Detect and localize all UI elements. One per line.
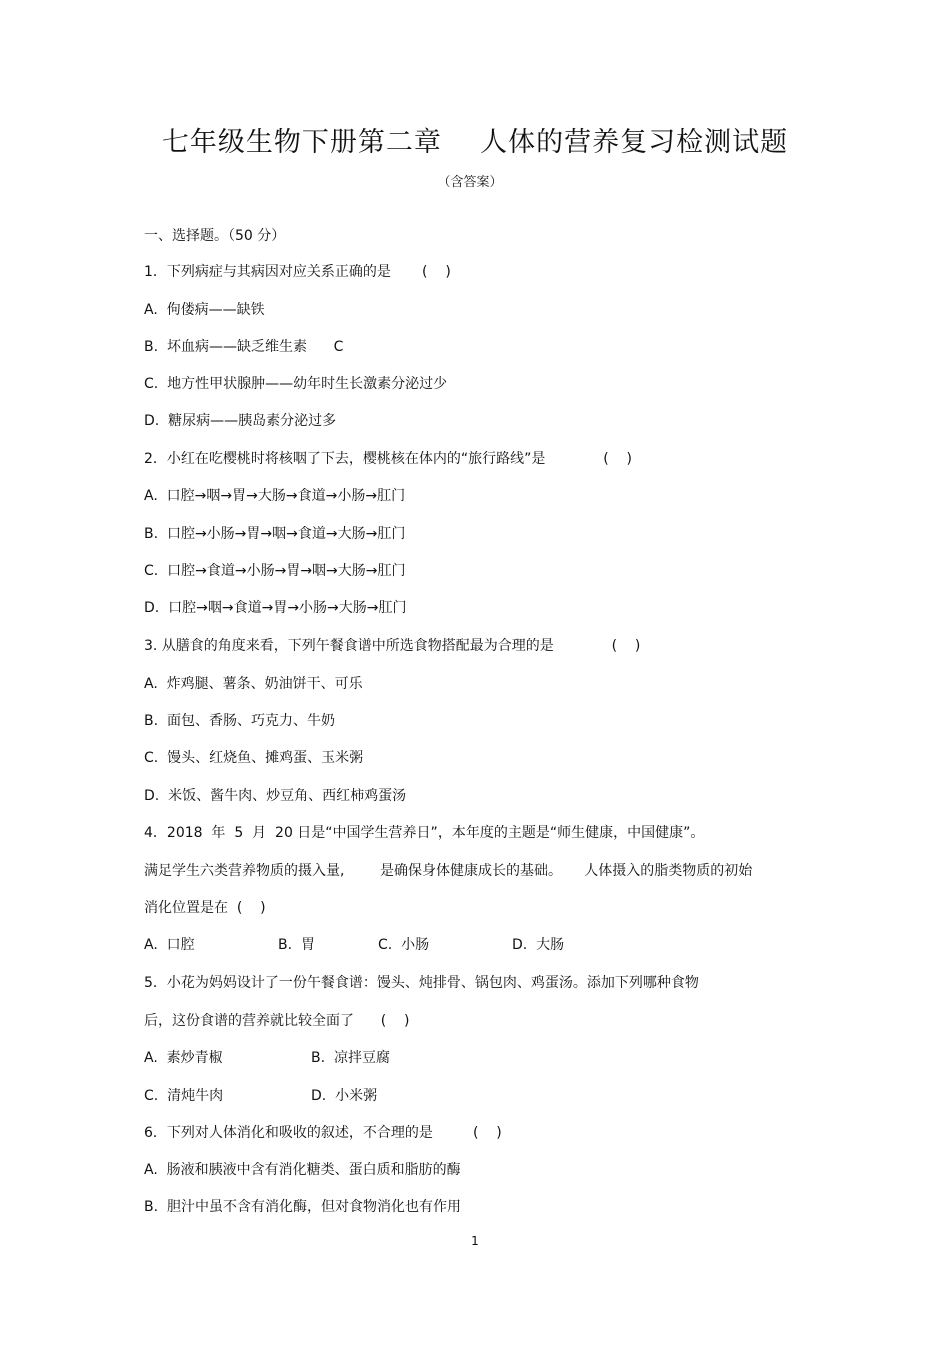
question-2-stem: 2．小红在吃樱桃时将核咽了下去，樱桃核在体内的“旅行路线”是 ( ) bbox=[144, 451, 632, 467]
question-1-option-a: A. 佝偻病——缺铁 bbox=[144, 302, 265, 318]
question-2-option-d: D. 口腔→咽→食道→胃→小肠→大肠→肛门 bbox=[144, 600, 407, 616]
question-5-option-d: D. 小米粥 bbox=[311, 1088, 378, 1104]
question-6-option-a: A. 肠液和胰液中含有消化糖类、蛋白质和脂肪的酶 bbox=[144, 1162, 461, 1178]
question-2-option-c: C. 口腔→食道→小肠→胃→咽→大肠→肛门 bbox=[144, 563, 406, 579]
question-3-stem: 3. 从膳食的角度来看，下列午餐食谱中所选食物搭配最为合理的是 ( ) bbox=[144, 638, 641, 654]
question-1-option-d: D. 糖尿病——胰岛素分泌过多 bbox=[144, 413, 337, 429]
question-4-option-a: A. 口腔 bbox=[144, 937, 195, 953]
question-1-option-c: C. 地方性甲状腺肿——幼年时生长激素分泌过少 bbox=[144, 376, 448, 392]
page-subtitle: （含答案） bbox=[437, 175, 503, 190]
question-3-option-d: D. 米饭、酱牛肉、炒豆角、西红柿鸡蛋汤 bbox=[144, 788, 407, 804]
question-4-line-2: 满足学生六类营养物质的摄入量, 是确保身体健康成长的基础。 人体摄入的脂类物质的初始 bbox=[144, 863, 753, 879]
question-5-option-a: A. 素炒青椒 bbox=[144, 1050, 223, 1066]
section-heading: 一、选择题。（50 分） bbox=[144, 228, 286, 244]
question-2-option-a: A. 口腔→咽→胃→大肠→食道→小肠→肛门 bbox=[144, 488, 406, 504]
question-3-option-c: C. 馒头、红烧鱼、摊鸡蛋、玉米粥 bbox=[144, 750, 364, 766]
question-4-option-b: B. 胃 bbox=[278, 937, 315, 953]
question-4-line-1: 4．2018 年 5 月 20 日是“中国学生营养日”，本年度的主题是“师生健康，中国健康”。 bbox=[144, 825, 705, 841]
question-4-option-d: D. 大肠 bbox=[512, 937, 565, 953]
question-5-line-2: 后，这份食谱的营养就比较全面了 ( ) bbox=[144, 1013, 410, 1029]
question-5-option-b: B. 凉拌豆腐 bbox=[311, 1050, 390, 1066]
question-3-option-b: B. 面包、香肠、巧克力、牛奶 bbox=[144, 713, 335, 729]
question-5-option-c: C. 清炖牛肉 bbox=[144, 1088, 224, 1104]
question-4-line-3: 消化位置是在 ( ) bbox=[144, 900, 266, 916]
question-5-line-1: 5．小花为妈妈设计了一份午餐食谱：馒头、炖排骨、锅包肉、鸡蛋汤。添加下列哪种食物 bbox=[144, 975, 699, 991]
page-number: 1 bbox=[471, 1234, 479, 1248]
question-6-stem: 6．下列对人体消化和吸收的叙述，不合理的是 ( ) bbox=[144, 1125, 502, 1141]
question-1-option-b: B. 坏血病——缺乏维生素 C bbox=[144, 339, 344, 355]
question-2-option-b: B. 口腔→小肠→胃→咽→食道→大肠→肛门 bbox=[144, 526, 406, 542]
page-title: 七年级生物下册第二章 人体的营养复习检测试题 bbox=[161, 127, 789, 158]
question-4-option-c: C. 小肠 bbox=[378, 937, 430, 953]
question-3-option-a: A. 炸鸡腿、薯条、奶油饼干、可乐 bbox=[144, 676, 363, 692]
question-6-option-b: B. 胆汁中虽不含有消化酶，但对食物消化也有作用 bbox=[144, 1199, 461, 1215]
question-1-stem: 1．下列病症与其病因对应关系正确的是 ( ) bbox=[144, 264, 451, 280]
